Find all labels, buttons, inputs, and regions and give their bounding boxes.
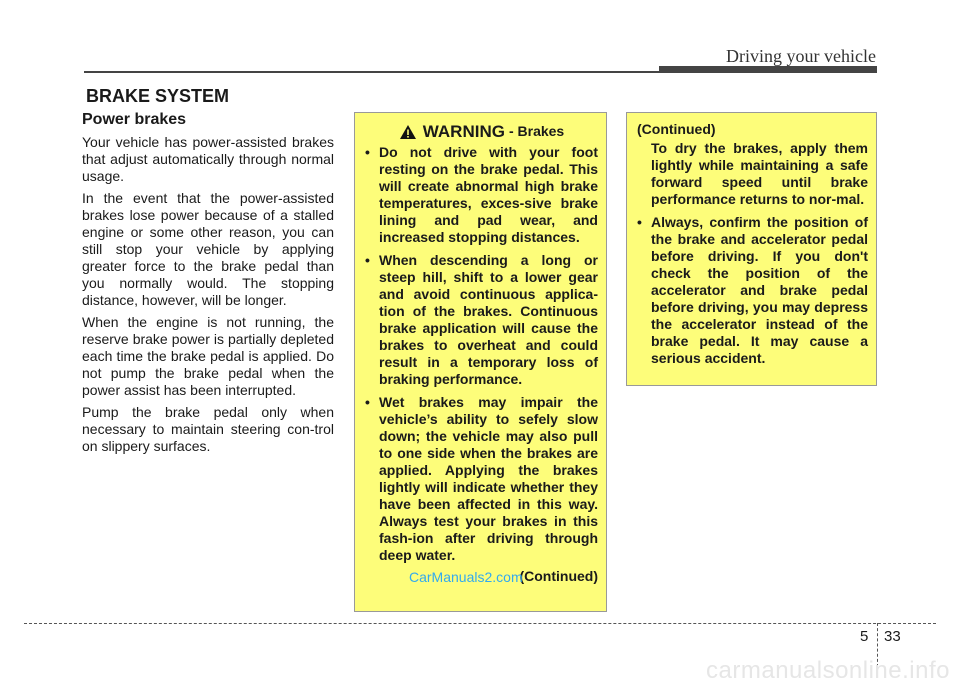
continued-paragraph: To dry the brakes, apply them lightly while maintaining a safe forward speed until brake performance returns to nor-mal. [651,140,868,207]
warning-item-text: When descending a long or steep hill, shift to a lower gear and avoid continuous applica-tion of the brakes. Continuous brake application will cause the brakes to overheat and could result in a temporary loss of braking performance. [379,252,598,387]
body-paragraph: Your vehicle has power-assisted brakes that adjust automatically through normal usage. [82,134,334,184]
warning-item [365,252,598,388]
bullet-dot: • [365,394,370,410]
subsection-title: Power brakes [82,111,187,128]
chapter-title: Driving your vehicle [726,46,876,66]
page-number: 33 [884,628,901,645]
warning-item-text: Always, confirm the position of the brake and accelerator pedal before driving. If you don't check the position of the accelerator and brake pedal before driving, you may depress the accelerator instead of the brake pedal. It may cause a serious accident. [651,214,868,366]
header-rule [84,71,659,73]
warning-item-text: Do not drive with your foot resting on the brake pedal. This will create abnormal high brake temperatures, exces-sive brake lining and pad wear, and increased stopping distances. [379,144,598,245]
body-text [82,134,334,460]
body-paragraph: When the engine is not running, the reserve brake power is partially depleted each time the brake pedal is applied. Do not pump the brake pedal when the power assist has been interrupted. [82,314,334,398]
warning-triangle-icon [399,124,417,140]
footer-rule [24,623,936,624]
watermark-link[interactable]: CarManuals2.com [409,569,523,585]
warning-item-text: Wet brakes may impair the vehicle’s ability to sefely slow down; the vehicle may also pull to one side when the brakes are applied. Applying the brakes lightly will indicate whether they have been affected in this way. Always test your brakes in this fash-ion after driving through deep water. [379,394,598,563]
section-number: 5 [860,628,869,645]
body-paragraph: In the event that the power-assisted brakes lose power because of a stalled engine or some other reason, you can still stop your vehicle by applying greater force to the brake pedal than you normally would. The stopping distance, however, will be longer. [82,190,334,308]
bullet-dot: • [365,252,370,268]
section-title: BRAKE SYSTEM [86,86,230,106]
warning-label: WARNING [422,122,505,141]
bullet-dot: • [637,214,642,230]
site-watermark: carmanualsonline.info [706,657,950,684]
warning-list-continued [637,214,868,367]
warning-subject: - Brakes [508,123,565,139]
warning-list [365,144,598,564]
continued-heading: (Continued) [637,121,716,137]
warning-item [365,144,598,246]
continued-label: (Continued) [519,568,598,584]
warning-item [637,214,868,367]
body-paragraph: Pump the brake pedal only when necessary to maintain steering con-trol on slippery surfaces. [82,404,334,454]
warning-header [365,123,598,140]
warning-box [354,112,607,612]
header-rule-thick [659,66,877,73]
warning-item [365,394,598,564]
warning-continued-box [626,112,877,386]
bullet-dot: • [365,144,370,160]
